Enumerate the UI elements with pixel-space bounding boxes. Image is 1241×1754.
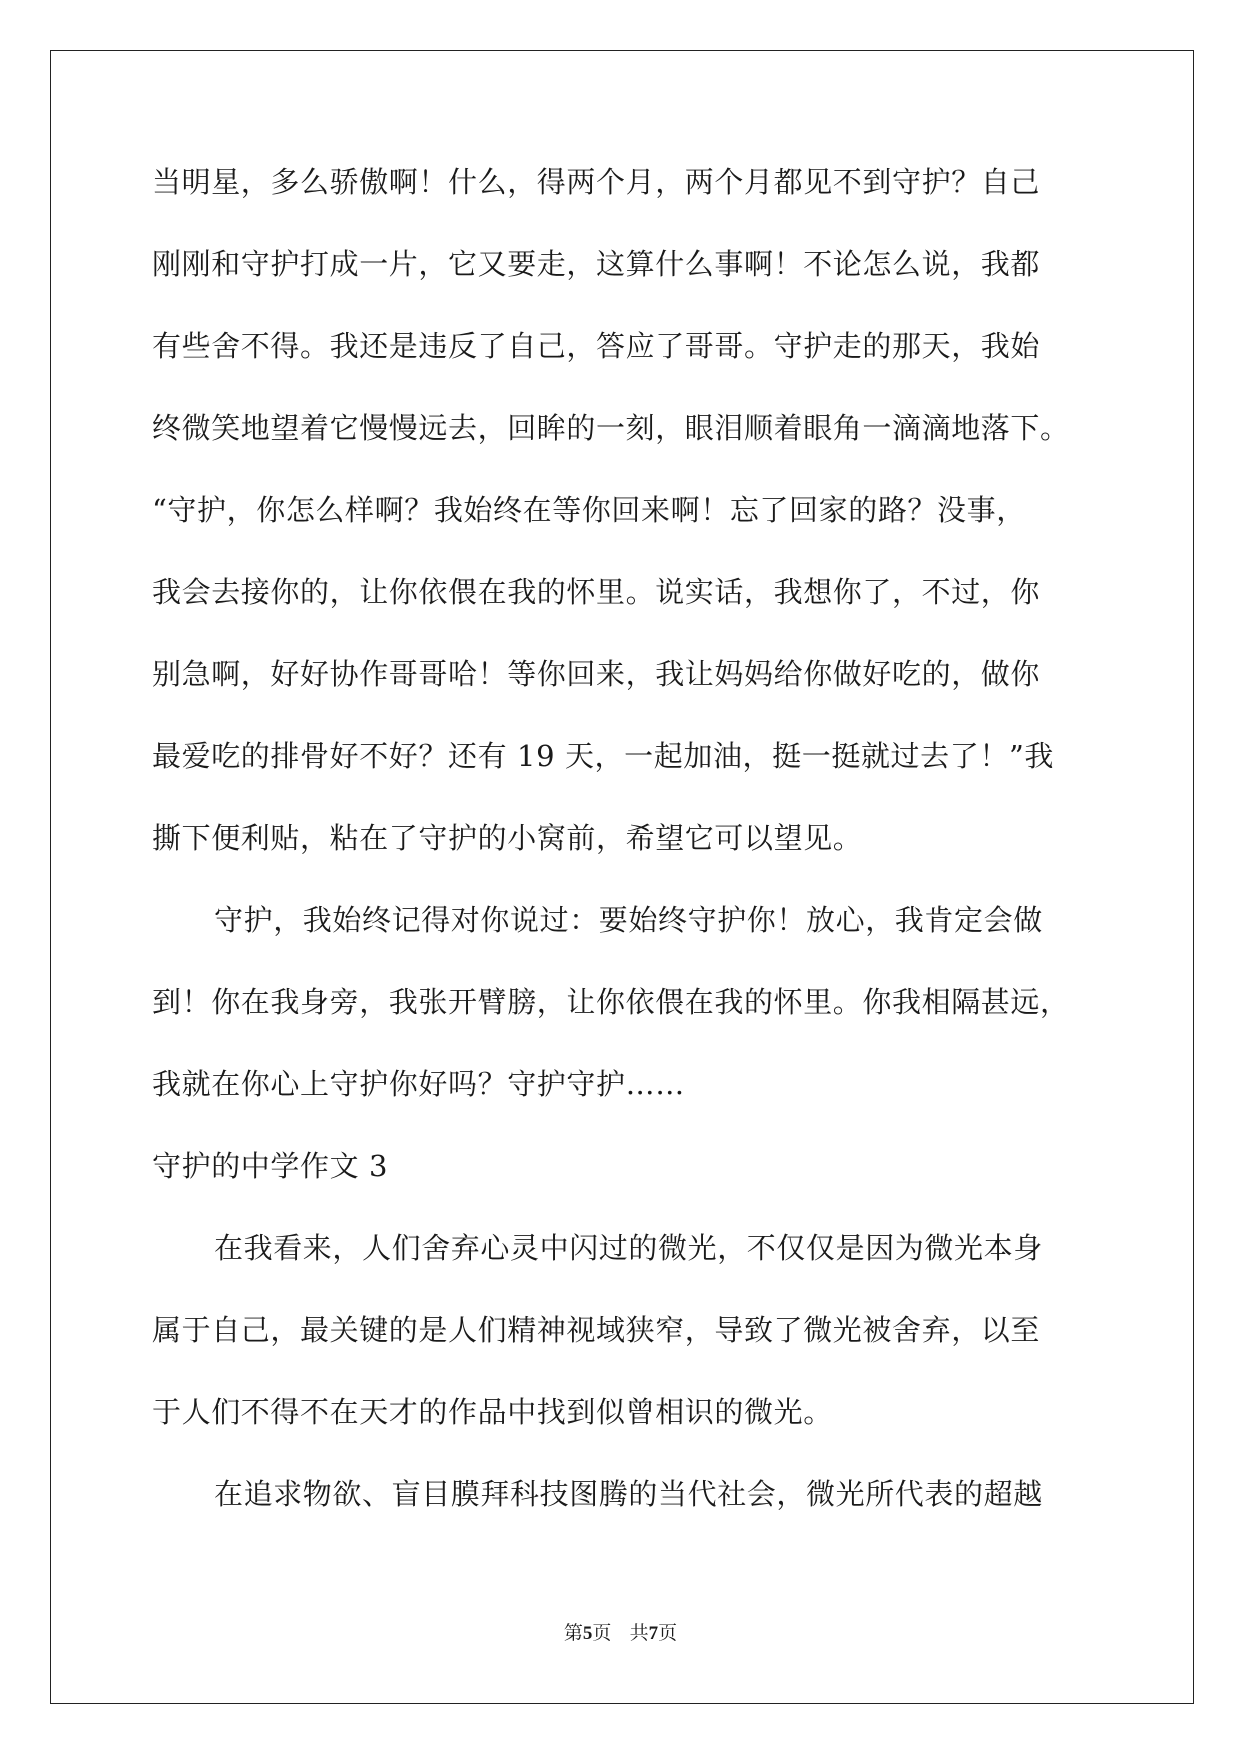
- page-footer: [0, 1620, 1241, 1647]
- text-line: 别急啊，好好协作哥哥哈！等你回来，我让妈妈给你做好吃的，做你: [152, 657, 1041, 691]
- text-line: 属于自己，最关键的是人们精神视域狭窄，导致了微光被舍弃，以至: [152, 1313, 1041, 1347]
- page-prefix: 第: [563, 1622, 583, 1644]
- page-number: 5: [582, 1623, 593, 1644]
- text-line: 当明星，多么骄傲啊！什么，得两个月，两个月都见不到守护？自己: [152, 165, 1041, 199]
- page-suffix: 页: [592, 1622, 612, 1644]
- text-line: 我会去接你的，让你依偎在我的怀里。说实话，我想你了，不过，你: [152, 575, 1041, 609]
- text-line: “守护，你怎么样啊？我始终在等你回来啊！忘了回家的路？没事，: [152, 493, 1026, 527]
- paragraph-first-line: 在我看来，人们舍弃心灵中闪过的微光，不仅仅是因为微光本身: [214, 1231, 1043, 1265]
- text-line: 最爱吃的排骨好不好？还有 19 天，一起加油，挺一挺就过去了！”我: [152, 739, 1054, 773]
- total-prefix: 共: [629, 1622, 649, 1644]
- total-suffix: 页: [658, 1622, 678, 1644]
- text-line: 到！你在我身旁，我张开臂膀，让你依偎在我的怀里。你我相隔甚远，: [152, 985, 1070, 1019]
- text-line: 我就在你心上守护你好吗？守护守护……: [152, 1067, 685, 1101]
- text-line: 有些舍不得。我还是违反了自己，答应了哥哥。守护走的那天，我始: [152, 329, 1041, 363]
- text-line: 于人们不得不在天才的作品中找到似曾相识的微光。: [152, 1395, 833, 1429]
- section-heading: 守护的中学作文 3: [152, 1149, 389, 1183]
- text-line: 撕下便利贴，粘在了守护的小窝前，希望它可以望见。: [152, 821, 863, 855]
- paragraph-first-line: 守护，我始终记得对你说过：要始终守护你！放心，我肯定会做: [214, 903, 1043, 937]
- document-body: [152, 162, 1092, 1556]
- total-pages: 7: [648, 1623, 659, 1644]
- text-line: 终微笑地望着它慢慢远去，回眸的一刻，眼泪顺着眼角一滴滴地落下。: [152, 411, 1070, 445]
- paragraph-first-line: 在追求物欲、盲目膜拜科技图腾的当代社会，微光所代表的超越: [214, 1477, 1043, 1511]
- text-line: 刚刚和守护打成一片，它又要走，这算什么事啊！不论怎么说，我都: [152, 247, 1041, 281]
